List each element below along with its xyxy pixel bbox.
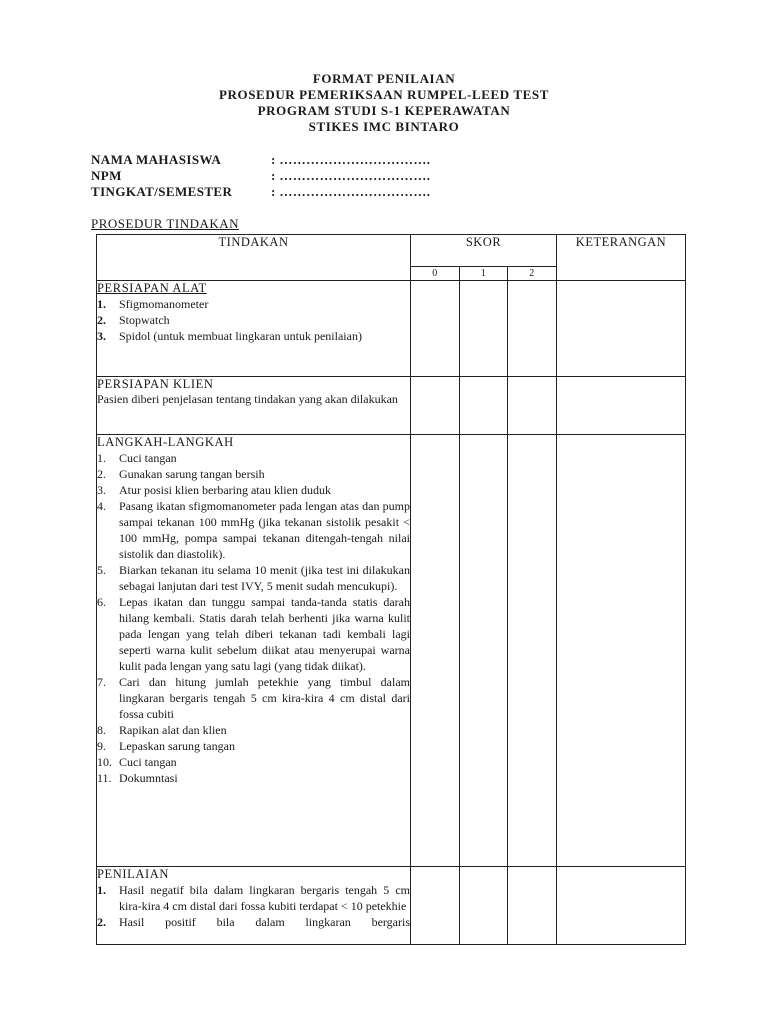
title-line-1: FORMAT PENILAIAN — [312, 71, 456, 86]
list-item: 3. Atur posisi klien berbaring atau klien duduk — [97, 483, 331, 497]
score-cell-1[interactable] — [460, 281, 508, 377]
score-cell-0[interactable] — [411, 377, 460, 435]
score-cell-1[interactable] — [460, 867, 508, 945]
list-item: 3. Spidol (untuk membuat lingkaran untuk penilaian) — [97, 329, 362, 343]
table-row-persiapan-klien — [97, 377, 686, 435]
list-item: 2. Gunakan sarung tangan bersih — [97, 467, 265, 481]
identity-value-field[interactable]: : ……………………………. — [271, 168, 431, 183]
table-row-langkah — [97, 435, 686, 867]
tindakan-cell — [97, 435, 411, 867]
identity-value-field[interactable]: : ……………………………. — [271, 152, 431, 167]
identity-row-npm — [91, 168, 430, 184]
section-heading: LANGKAH-LANGKAH — [97, 435, 234, 449]
identity-label: TINGKAT/SEMESTER — [91, 184, 233, 199]
identity-block — [91, 152, 430, 200]
keterangan-cell[interactable] — [557, 435, 686, 867]
list-item: 2. Stopwatch — [97, 313, 170, 327]
identity-row-nama — [91, 152, 430, 168]
section-title: PROSEDUR TINDAKAN — [91, 216, 240, 231]
header-tindakan: TINDAKAN — [97, 235, 411, 281]
item-list — [97, 450, 410, 786]
header-skor-2: 2 — [508, 267, 557, 281]
tindakan-cell — [97, 281, 411, 377]
section-heading: PERSIAPAN ALAT — [97, 281, 207, 295]
score-cell-2[interactable] — [508, 377, 557, 435]
assessment-table — [96, 234, 686, 945]
document-title — [0, 71, 768, 135]
score-cell-0[interactable] — [411, 867, 460, 945]
item-list — [97, 882, 410, 930]
identity-row-tingkat — [91, 184, 430, 200]
list-item: 2. Hasil positif bila dalam lingkaran bergaris — [97, 915, 410, 929]
section-description: Pasien diberi penjelasan tentang tindakan yang akan dilakukan — [97, 392, 398, 406]
list-item: 1. Sfigmomanometer — [97, 297, 209, 311]
keterangan-cell[interactable] — [557, 867, 686, 945]
tindakan-cell — [97, 377, 411, 435]
keterangan-cell[interactable] — [557, 377, 686, 435]
keterangan-cell[interactable] — [557, 281, 686, 377]
list-item: 10. Cuci tangan — [97, 755, 177, 769]
table-row-penilaian — [97, 867, 686, 945]
identity-label: NAMA MAHASISWA — [91, 152, 222, 167]
score-cell-2[interactable] — [508, 867, 557, 945]
header-skor: SKOR — [411, 235, 557, 267]
header-keterangan: KETERANGAN — [557, 235, 686, 281]
score-cell-2[interactable] — [508, 435, 557, 867]
list-item: 9. Lepaskan sarung tangan — [97, 739, 235, 753]
score-cell-1[interactable] — [460, 435, 508, 867]
list-item: 11. Dokumntasi — [97, 771, 178, 785]
identity-label: NPM — [91, 168, 122, 183]
header-skor-0: 0 — [411, 267, 460, 281]
section-heading: PENILAIAN — [97, 867, 170, 881]
list-item: 1. Hasil negatif bila dalam lingkaran bergaris tengah 5 cm kira-kira 4 cm distal dari fossa kubiti terdapat < 10 petekhie — [97, 883, 410, 913]
score-cell-0[interactable] — [411, 435, 460, 867]
item-list — [97, 296, 410, 344]
title-line-3: PROGRAM STUDI S-1 KEPERAWATAN — [257, 103, 511, 118]
section-heading: PERSIAPAN KLIEN — [97, 377, 214, 391]
penilaian-clip — [97, 867, 410, 942]
score-cell-0[interactable] — [411, 281, 460, 377]
header-skor-1: 1 — [460, 267, 508, 281]
list-item: 6. Lepas ikatan dan tunggu sampai tanda-tanda statis darah hilang kembali. Statis darah telah berhenti jika warna kulit pada lengan yang telah diberi tekanan tadi kembali lagi seperti warna kulit sebelum diikat atau menyerupai warna kulit pada lengan yang satu lagi (yang tidak diikat). — [97, 595, 410, 673]
title-line-2: PROSEDUR PEMERIKSAAN RUMPEL-LEED TEST — [218, 87, 550, 102]
list-item: 7. Cari dan hitung jumlah petekhie yang timbul dalam lingkaran bergaris tengah 5 cm kira-kira 4 cm distal dari fossa cubiti — [97, 675, 410, 721]
table-row-persiapan-alat — [97, 281, 686, 377]
list-item: 8. Rapikan alat dan klien — [97, 723, 227, 737]
score-cell-2[interactable] — [508, 281, 557, 377]
score-cell-1[interactable] — [460, 377, 508, 435]
identity-value-field[interactable]: : ……………………………. — [271, 184, 431, 199]
list-item: 1. Cuci tangan — [97, 451, 177, 465]
list-item: 5. Biarkan tekanan itu selama 10 menit (jika test ini dilakukan sebagai lanjutan dari test IVY, 5 menit sudah mencukupi). — [97, 563, 410, 593]
title-line-4: STIKES IMC BINTARO — [308, 119, 460, 134]
tindakan-cell — [97, 867, 411, 945]
list-item: 4. Pasang ikatan sfigmomanometer pada lengan atas dan pump sampai tekanan 100 mmHg (jika tekanan sistolik pesakit < 100 mmHg, pompa sampai tekanan ditengah-tengah nilai sistolik dan diastolik). — [97, 499, 410, 561]
